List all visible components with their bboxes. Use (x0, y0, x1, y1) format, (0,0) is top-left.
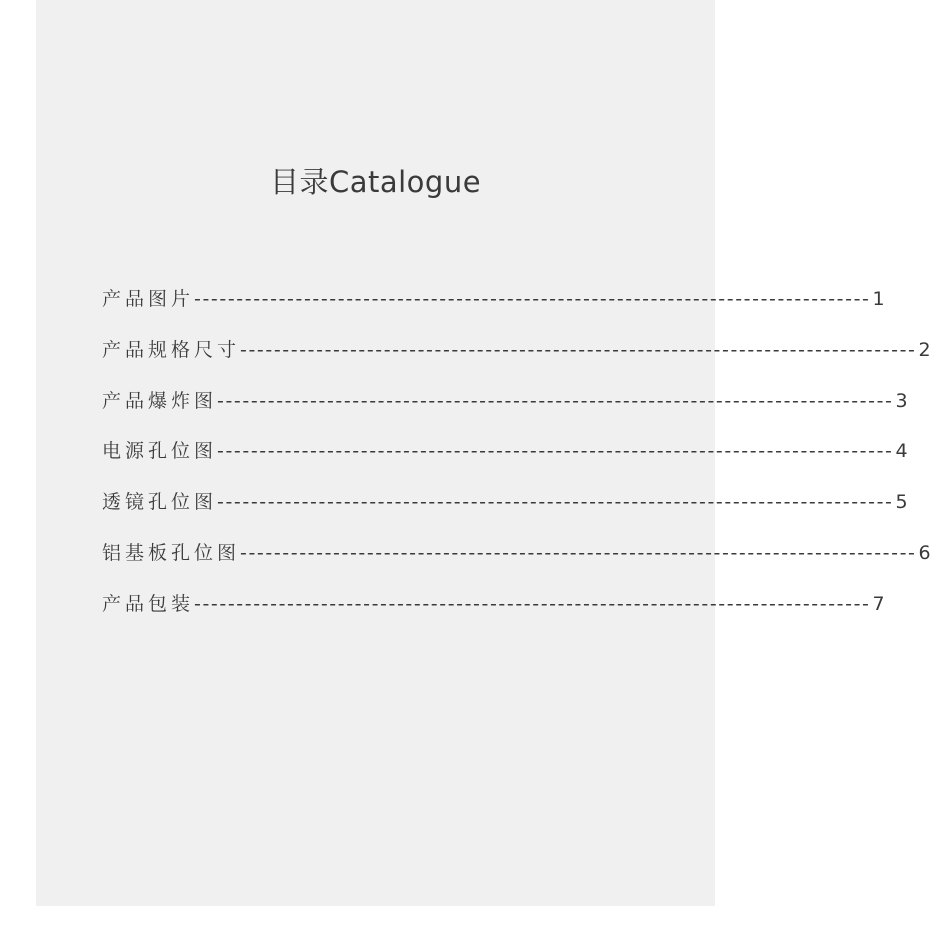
toc-dot-leader: -------------------------------------------------------------------------------- (217, 440, 894, 463)
toc-entry-page-number: 7 (872, 592, 885, 615)
toc-entry-power-hole-layout[interactable] (102, 436, 908, 487)
toc-dot-leader: -------------------------------------------------------------------------------- (240, 338, 917, 361)
toc-dot-leader: -------------------------------------------------------------------------------- (194, 288, 871, 310)
toc-entry-aluminum-board-hole-layout[interactable] (102, 538, 931, 589)
toc-entry-label: 产品爆炸图 (102, 389, 218, 412)
toc-entry-page-number: 2 (918, 338, 931, 361)
catalogue-page (36, 0, 931, 906)
toc-entry-page-number: 6 (918, 541, 931, 564)
toc-entry-label: 产品图片 (102, 288, 195, 310)
toc-dot-leader: -------------------------------------------------------------------------------- (217, 491, 894, 514)
toc-dot-leader: -------------------------------------------------------------------------------- (240, 541, 917, 564)
toc-dot-leader: -------------------------------------------------------------------------------- (217, 389, 894, 412)
toc-entry-page-number: 1 (872, 288, 885, 310)
toc-entry-label: 透镜孔位图 (102, 491, 218, 514)
toc-entry-label: 铝基板孔位图 (102, 541, 241, 564)
page-title: 目录Catalogue (269, 165, 482, 199)
toc-entry-page-number: 4 (895, 440, 908, 463)
toc-dot-leader: -------------------------------------------------------------------------------- (194, 592, 871, 615)
toc-entry-product-packaging[interactable] (102, 589, 885, 640)
toc-entry-label: 电源孔位图 (102, 440, 218, 463)
toc-entry-product-images[interactable] (102, 284, 885, 335)
toc-entry-label: 产品规格尺寸 (102, 338, 241, 361)
toc-entry-lens-hole-layout[interactable] (102, 487, 908, 538)
toc-entry-page-number: 3 (895, 389, 908, 412)
toc-entry-product-dimensions[interactable] (102, 335, 931, 386)
toc-entry-exploded-view[interactable] (102, 386, 908, 437)
toc-entry-label: 产品包装 (102, 592, 195, 615)
table-of-contents (102, 284, 931, 640)
toc-entry-page-number: 5 (895, 491, 908, 514)
